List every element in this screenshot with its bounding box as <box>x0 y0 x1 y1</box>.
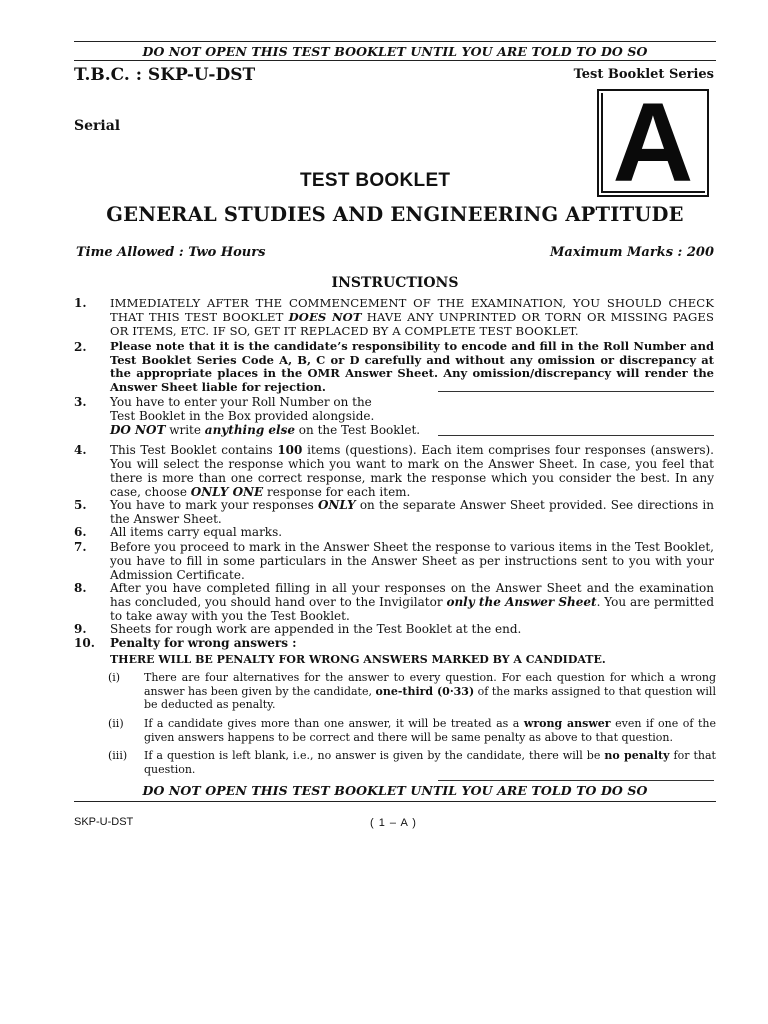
top-banner: DO NOT OPEN THIS TEST BOOKLET UNTIL YOU ARE TOLD TO DO SO <box>142 44 648 59</box>
time-allowed: Time Allowed : Two Hours <box>76 245 266 260</box>
instruction-text-line-3: DO NOT write anything else on the Test Booklet. <box>110 423 421 437</box>
sub-text: If a question is left blank, i.e., no answer is given by the candidate, there will be no penalty for that question. <box>144 749 716 776</box>
instruction-4 <box>74 443 716 499</box>
test-booklet-series-label: Test Booklet Series <box>573 67 714 82</box>
instruction-text: After you have completed filling in all your responses on the Answer Sheet and the examination has concluded, you should hand over to the Invigilator only the Answer Sheet. You are permitted to take away with you the Test Booklet. <box>110 581 715 623</box>
instruction-number: 6. <box>74 525 87 539</box>
instruction-number: 10. <box>74 636 95 650</box>
series-box <box>597 80 709 205</box>
sub-number: (iii) <box>108 749 128 762</box>
instruction-number: 8. <box>74 581 87 595</box>
instruction-text: Before you proceed to mark in the Answer Sheet the response to various items in the Test Booklet, you have to fill in some particulars in the Answer Sheet as per instructions sent to you with your Admission Certificate. <box>110 540 714 582</box>
instruction-number: 7. <box>74 540 87 554</box>
penalty-item-i <box>108 671 716 711</box>
instruction-1 <box>74 296 716 340</box>
penalty-item-iii <box>108 749 716 776</box>
sub-text: If a candidate gives more than one answer, it will be treated as a wrong answer even if one of the given answers happens to be correct and there will be same penalty as above to that question. <box>144 717 716 744</box>
instruction-7 <box>74 540 716 582</box>
instruction-number: 5. <box>74 498 87 512</box>
instruction-9 <box>74 622 716 636</box>
instruction-3 <box>74 395 716 439</box>
instructions-heading: INSTRUCTIONS <box>331 275 459 291</box>
instruction-number: 9. <box>74 622 87 636</box>
bottom-rule <box>74 801 716 802</box>
instruction-text: Please note that it is the candidate’s responsibility to encode and fill in the Roll Number and Test Booklet Series Code A, B, C or D carefully and without any omission or discrepancy at the appropriate places in the OMR Answer Sheet. Any omission/discrepancy will render the Answer Sheet liable for rejection. <box>110 339 714 394</box>
instruction-text: Sheets for rough work are appended in the Test Booklet at the end. <box>110 622 522 636</box>
sub-text: There are four alternatives for the answer to every question. For each question for which a wrong answer has been given by the candidate, one-third (0·33) of the marks assigned to that question will be deducted as penalty. <box>144 671 716 711</box>
series-letter: A <box>612 80 694 205</box>
maximum-marks: Maximum Marks : 200 <box>550 245 714 260</box>
instruction-text: All items carry equal marks. <box>110 525 283 539</box>
instruction-number: 1. <box>74 296 87 310</box>
instruction-text: IMMEDIATELY AFTER THE COMMENCEMENT OF THE EXAMINATION, YOU SHOULD CHECK THAT THIS TEST BOOKLET DOES NOT HAVE ANY UNPRINTED OR TORN OR MISSING PAGES OR ITEMS, ETC. IF SO, GET IT REPLACED BY A COMPLETE TEST BOOKLET. <box>110 296 714 338</box>
instruction-text-line-1: You have to enter your Roll Number on the <box>110 395 372 409</box>
footer-code: SKP-U-DST <box>74 816 134 828</box>
instruction-6 <box>74 525 716 539</box>
penalty-notice: THERE WILL BE PENALTY FOR WRONG ANSWERS MARKED BY A CANDIDATE. <box>110 653 606 666</box>
penalty-title: Penalty for wrong answers : <box>110 636 297 650</box>
subject-title: GENERAL STUDIES AND ENGINEERING APTITUDE <box>106 203 684 226</box>
booklet-title: TEST BOOKLET <box>300 170 451 191</box>
instruction-2 <box>74 340 716 396</box>
sub-number: (i) <box>108 671 121 684</box>
tbc-code: T.B.C. : SKP-U-DST <box>74 65 256 85</box>
serial-label: Serial <box>74 118 121 134</box>
bottom-banner: DO NOT OPEN THIS TEST BOOKLET UNTIL YOU ARE TOLD TO DO SO <box>142 783 648 798</box>
roll-number-box-top-line <box>438 391 714 392</box>
roll-number-box-bottom-line <box>438 435 714 436</box>
top-rule <box>74 41 716 42</box>
bottom-banner-top-line <box>438 780 714 781</box>
instruction-number: 3. <box>74 395 87 409</box>
page-number: ( 1 – A ) <box>370 817 417 829</box>
instruction-10 <box>74 636 716 778</box>
instruction-number: 2. <box>74 340 87 354</box>
instruction-8 <box>74 581 716 623</box>
instruction-5 <box>74 498 716 526</box>
sub-number: (ii) <box>108 717 124 730</box>
penalty-item-ii <box>108 717 716 744</box>
instruction-number: 4. <box>74 443 87 457</box>
instruction-text-line-2: Test Booklet in the Box provided alongside. <box>110 409 375 423</box>
banner-bottom-rule <box>74 60 716 61</box>
instruction-text: You have to mark your responses ONLY on the separate Answer Sheet provided. See directions in the Answer Sheet. <box>110 498 714 526</box>
instruction-text: This Test Booklet contains 100 items (questions). Each item comprises four responses (answers). You will select the response which you want to mark on the Answer Sheet. In case, you feel that there is more than one correct response, mark the response which you consider the best. In any case, choose ONLY ONE response for each item. <box>110 443 714 499</box>
